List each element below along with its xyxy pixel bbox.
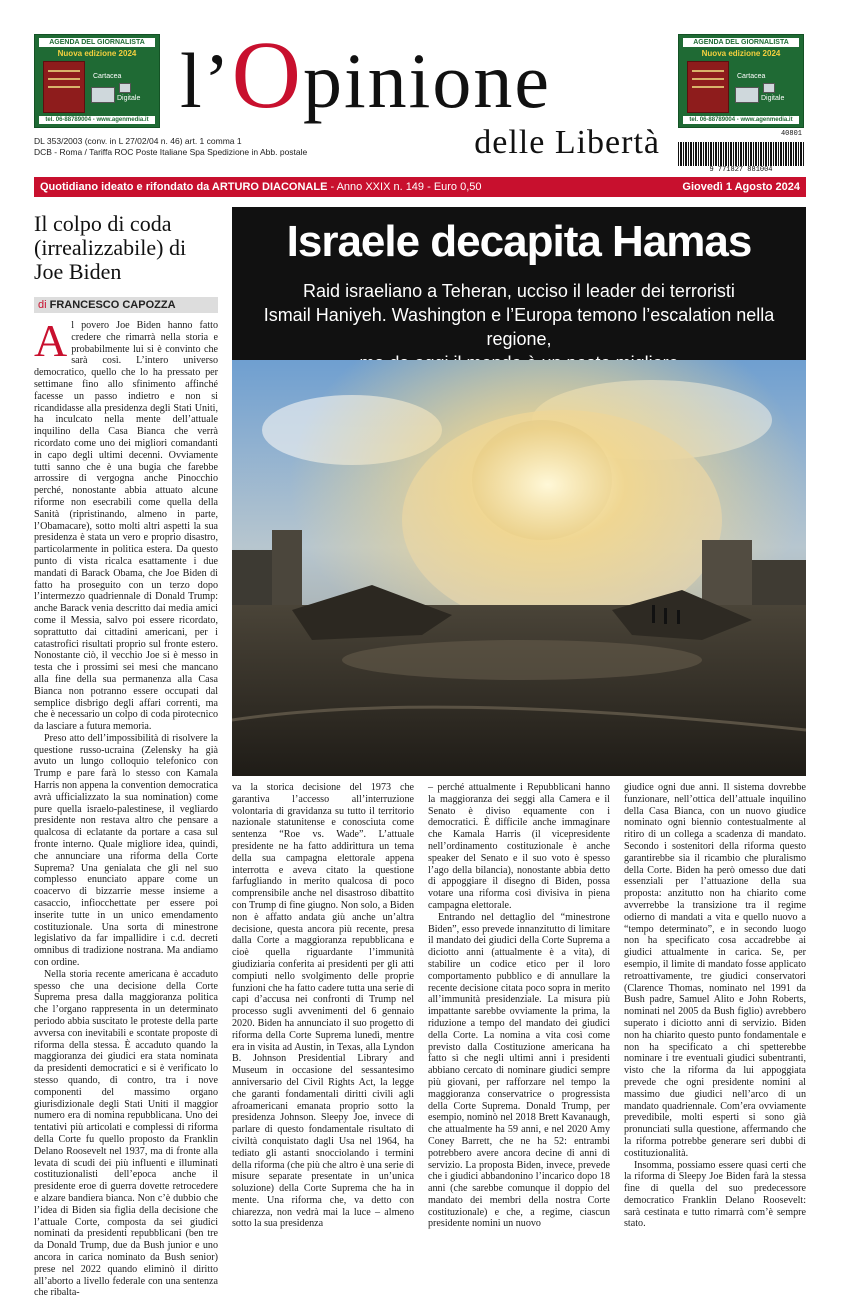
article-paragraph: Insomma, possiamo essere quasi certi che la riforma di Sleepy Joe Biden farà la stessa fine di quella del suo predecessore democratico Franklin Delano Roosevelt: sarà cestinata e tutto rimarrà com’è sempre stato.: [624, 1159, 806, 1230]
barcode-issue: 40801: [780, 130, 802, 138]
laptop-icon: [91, 87, 115, 103]
article-column-2: [232, 782, 414, 1230]
article-column-1: [34, 315, 218, 1299]
banner-date: Giovedì 1 Agosto 2024: [682, 181, 800, 193]
ad-title: AGENDA DEL GIORNALISTA: [39, 38, 155, 47]
ad-agenda-left[interactable]: [34, 34, 160, 128]
byline-author: FRANCESCO CAPOZZA: [49, 299, 176, 311]
article-paragraph: va la storica decisione del 1973 che garantiva l’accesso all’interruzione volontaria di gravidanza su tutto il territorio nazionale statunitense e conosciuta come sentenza “Roe vs. Wade”. L’attuale presidente ne ha fatto addirittura un tema della sua campagna elettorale appena interrotta e aveva citato la questione farfugliando in merito qualcosa di poco comprensibile anche nel disastroso dibattito con Trump di fine giugno. Non solo, a Biden non è affatto andata giù anche un’altra decisione, questa ancora più recente, presa dalla Corte a maggioranza repubblicana e cioè quella riguardante l’immunità giudiziaria conferita ai presidenti per gli atti compiuti nello svolgimento delle proprie funzioni che ha fatto cadere tutta una serie di capi d’accusa nei confronti di Trump nel processo sugli avvenimenti del 6 gennaio 2020. Biden ha annunciato il suo progetto di riforma della Corte Suprema lunedì, mentre era in visita ad Austin, in Texas, alla Lyndon B. Johnson Presidential Library and Museum in occasione del sessantesimo anniversario del Civil Rights Act, la legge che garanti fondamentali diritti civili agli afroamericani emanata proprio sotto la presidenza Johnson. Sleepy Joe, invece di parlare di questo fondamentale risultato di civiltà conquistato dagli Usa nel 1964, ha tediato gli astanti snocciolando i termini della riforma (che più che altro è una serie di misure separate presentate in un’unica soluzione) della Corte Suprema che ha in mente. Una riforma che, va detto con chiarezza, non vedrà mai la luce – almeno sotto la sua presidenza: [232, 782, 414, 1230]
lead-sub-line: Ismail Haniyeh. Washington e l’Europa temono l’escalation nella regione,: [263, 305, 775, 349]
legal-line-2: DCB - Roma / Tariffa ROC Poste Italiane Spa Spedizione in Abb. postale: [34, 147, 308, 157]
lead-story-header[interactable]: [232, 207, 806, 360]
info-banner: [34, 177, 806, 197]
ad-edition: Nuova edizione 2024: [701, 49, 781, 58]
masthead-pre: l’: [180, 37, 232, 124]
explosion-scene-image: [232, 360, 806, 776]
ad-footer: tel. 06-88789004 - www.agenmedia.it: [39, 116, 155, 124]
masthead-rest: pinione: [302, 37, 551, 124]
ad-digitale: Digitale: [761, 95, 785, 102]
article-column-4: [624, 782, 806, 1230]
article-column-3: [428, 782, 610, 1230]
lead-photo[interactable]: [232, 360, 806, 776]
ad-footer: tel. 06-88789004 - www.agenmedia.it: [683, 116, 799, 124]
ad-agenda-right[interactable]: [678, 34, 804, 128]
article-paragraph: Preso atto dell’impossibilità di risolvere la questione russo-ucraina (Zelensky ha già avuto un lungo colloquio telefonico con Trump e pare farà lo stesso con Kamala Harris non appena la convention democratica avrà ufficializzato la sua nomination) come pure quella israelo-palestinese, il vegliardo presidente non restava altro che pensare a qualcosa di eclatante da portare a casa sul fronte interno. Quale migliore idea, quindi, che annunciare una riforma della Corte Suprema? Una genialata che gli nel suo complesso enunciato appare come un coacervo di bizzarrie messe insieme a casaccio, infiocchettate per essere poi inserite tutte in un unico emendamento costituzionale. Una sorta di minestrone legislativo da far impallidire i c.d. decreti omnibus di tradizione nostrana. Ma andiamo con ordine.: [34, 732, 218, 969]
ad-digitale: Digitale: [117, 95, 141, 102]
drop-cap: A: [34, 315, 68, 366]
book-icon: [43, 61, 85, 113]
legal-notice: [34, 136, 307, 158]
ad-title: AGENDA DEL GIORNALISTA: [683, 38, 799, 47]
editorial-title[interactable]: Il colpo di coda (irrealizzabile) di Joe Biden: [34, 211, 187, 284]
article-paragraph: [34, 315, 218, 733]
article-paragraph: Nella storia recente americana è accaduto spesso che una decisione della Corte Suprema presa dalla maggioranza politica che l’organo rappresenta in un determinato periodo abbia suscitato le proteste della parte avversa con inevitabili e scontate proposte di riforma della stessa. È accaduto quando la maggioranza dei giudici era stata nominata da presidenti democratici e si è verificato lo stesso quando, di contro, tra i nove componenti del massimo organo giurisdizionale degli Stati Uniti il maggior numero era di nomina repubblicana. Uno dei tentativi più articolati e complessi di riforma della Corte fu quello proposto da Franklin Delano Roosevelt nel 1937, ma di fronte alla levata di scudi dei più influenti e illuminati costituzionalisti dell’epoca anche il presidente eroe di guerra dovette retrocedere e alzare bandiera bianca. Non c’è dubbio che l’idea di Biden sia figlia della decisione che l’attuale Corte, composta da sei giudici nominati da presidenti repubblicani (ben tre da Donald Trump, due da Bush junior e uno ancora in carica nominato da Bush senior) prese nel 2022 quando eliminò il diritto all’aborto a livello federale con una sentenza che ribalta-: [34, 968, 218, 1299]
banner-tagline: Quotidiano ideato e rifondato da ARTURO DIACONALE: [40, 181, 328, 193]
masthead-subtitle: delle Libertà: [474, 124, 660, 161]
article-paragraph: – perché attualmente i Repubblicani hanno la maggioranza dei seggi alla Camera e il Senato è diviso equamente con i democratici. È difficile anche immaginare che Kamala Harris (il vicepresidente nell’ordinamento costituzionale è anche speaker del Senato e il suo voto è spesso l’ago della bilancia), nonostante abbia detto di appoggiare il disegno di Biden, possa votare una riforma così divisiva in piena campagna elettorale.: [428, 782, 610, 911]
ad-cartacea: Cartacea: [737, 73, 766, 80]
phone-icon: [119, 83, 131, 93]
laptop-icon: [735, 87, 759, 103]
lead-headline: Israele decapita Hamas: [286, 217, 752, 266]
banner-info: - Anno XXIX n. 149 - Euro 0,50: [327, 181, 482, 193]
barcode-bars: [678, 142, 804, 166]
ad-edition: Nuova edizione 2024: [57, 49, 137, 58]
book-icon: [687, 61, 729, 113]
byline-prefix: di: [38, 299, 47, 311]
legal-line-1: DL 353/2003 (conv. in L 27/02/04 n. 46) art. 1 comma 1: [34, 136, 242, 146]
lead-sub-line: Raid israeliano a Teheran, ucciso il leader dei terroristi: [303, 281, 735, 301]
masthead-o: O: [231, 21, 303, 128]
article-paragraph: giudice ogni due anni. Il sistema dovrebbe funzionare, nell’ottica dell’attuale inquilino della Casa Bianca, con un nuovo giudice nominato ogni biennio contestualmente al ritiro di un collega a scadenza di mandato. Secondo i sostenitori della riforma questo garantirebbe sia il ricambio che pluralismo della Corte. Biden ha però omesso due dati essenziali per l’attuazione della sua proposta: anzitutto non ha chiarito come avverrebbe la transizione tra il regime odierno di mandati a vita e quello nuovo a “tempo determinato”, e in secondo luogo non ha specificato cosa accadrebbe ai giudici attualmente in carica. Se, per esempio, il limite di mandato fosse applicato retroattivamente, tre giudici conservatori (Clarence Thomas, nominato nel 1991 da Bush padre, Samuel Alito e John Roberts, nominati nel 2005 da Bush figlio) avrebbero superato i diciotto anni di servizio. Biden non ha chiarito questo punto fondamentale e non ha specificato a chi spetterebbe nominare i tre eventuali giudici subentranti, visto che la riforma da lui appoggiata prevede che ogni presidente nomini al massimo due giudici nell’arco di un mandato quadriennale. Com’era ovviamente prevedibile, molti esperti si sono già pronunciati sulla questione, affermando che la riforma potrebbe generare seri dubbi di costituzionalità.: [624, 782, 806, 1159]
phone-icon: [763, 83, 775, 93]
barcode: [678, 130, 804, 174]
paragraph-text: l povero Joe Biden hanno fatto credere che rimarrà nella storia e probabilmente lui si è convinto che sarà così. L’intero universo democratico, quello che lo ha pressato per settimane fino allo sfinimento affinché facesse un passo indietro e non si ricandidasse alla presidenza degli Stati Uniti, ha inculcato nella mente dell’attuale inquilino della Casa Bianca che verrà ricordato come uno dei migliori comandanti in capo degli ultimi decenni. Ovviamente tutti sanno che è una bugia che farebbe arrossire di vergogna anche Pinocchio perché, nonostante abbia attuato alcune riforme non esecrabili come quella della Sanità (ripristinando, almeno in parte, l’Obamacare), sotto molti altri aspetti la sua presidenza è stata un vero e proprio disastro, particolarmente in politica estera. Da questo punto di vista ricalca esattamente i due mandati di Barack Obama, che Joe Biden di fatto ha proseguito con un terzo dopo l’intermezzo quadriennale di Donald Trump: anche Barack venia descritto dai media amici come il Messia, salvo poi essere ricordato, soprattutto dai cittadini americani, per i catastrofici risultati proprio sul fronte estero. Nonostante ciò, il vecchio Joe si è messo in testa che i prossimi sei mesi che mancano alla fine della sua permanenza alla Casa Bianca non potranno essere occupati dal semplice disbrigo degli affari correnti, ma che è necessario un colpo di coda pirotecnico da lasciare a futura memoria.: [34, 320, 218, 733]
ad-cartacea: Cartacea: [93, 73, 122, 80]
masthead-title: [180, 21, 551, 128]
article-paragraph: Entrando nel dettaglio del “minestrone Biden”, esso prevede innanzitutto di limitare il mandato dei giudici della Corte Suprema a diciotto anni (attualmente è a vita), di stabilire un codice etico per il loro comportamento pubblico e di annullare la recente decisione citata poco sopra in merito all’immunità presidenziale. La misura più impattante sarebbe ovviamente la prima, la riduzione a tempo del mandato dei giudici della Corte. La nomina a vita così come previsto dalla Costituzione americana ha fatto sì che negli ultimi anni i presidenti abbiano cercato di nominare giudici sempre più giovani, per rafforzare nel tempo la maggioranza conservatrice o progressista della Corte Suprema. Donald Trump, per esempio, nominò nel 2018 Brett Kavanaugh, che attualmente ha 59 anni, e nel 2020 Amy Coney Barrett, che ne ha 52: entrambi potrebbero avere ancora decine di anni di servizio. La proposta Biden, invece, prevede che i giudici abbandonino l’incarico dopo 18 anni (che sarebbe comunque il doppio del mandato dei membri della nostra Corte costituzionale) e che, a regime, ciascun presidente nomini un nuovo: [428, 911, 610, 1230]
barcode-number: 9 771827 881004: [709, 166, 773, 174]
editorial-byline: [34, 297, 218, 313]
